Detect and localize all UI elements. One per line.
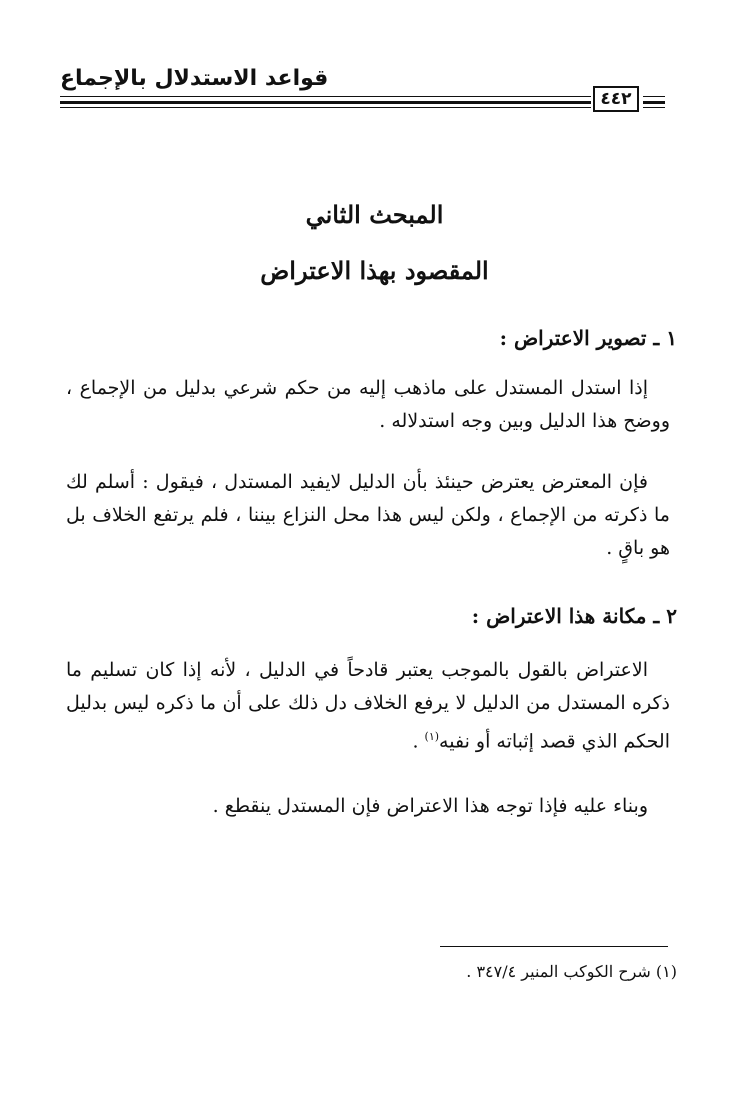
footnote-divider [440,946,668,947]
header-rule-middle [60,101,591,104]
section-heading-status: ٢ ـ مكانة هذا الاعتراض : [471,604,677,628]
paragraph-end: . [412,730,425,753]
paragraph: فإن المعترض يعترض حينئذ بأن الدليل لايفيد المستدل ، فيقول : أسلم لك ما ذكرته من الإجماع ، ولكن ليس هذا محل النزاع بيننا ، فلم يرتفع الخلاف بل هو باقٍ . [66,471,670,559]
section-heading-depiction: ١ ـ تصوير الاعتراض : [499,326,677,350]
chapter-title: المبحث الثاني [305,200,444,229]
chapter-subtitle: المقصود بهذا الاعتراض [260,256,489,285]
page-number-box: ٤٤٢ [593,86,639,112]
footnote: (١) شرح الكوكب المنير ٣٤٧/٤ . [466,962,677,981]
header-rule-right-middle [643,101,665,104]
header-rule-right-top [643,96,665,97]
paragraph-text: الاعتراض بالقول بالموجب يعتبر قادحاً في الدليل ، لأنه إذا كان تسليم ما ذكره المستدل من الدليل لا يرفع الخلاف دل ذلك على أن ما ذكره ليس بدليل الحكم الذي قصد إثباته أو نفيه [66,659,670,753]
header-rule-bottom [60,107,591,108]
header-rule-right-bottom [643,107,665,108]
footnote-reference[interactable]: (١) [424,730,440,743]
header-rule-top [60,96,591,97]
paragraph: وبناء عليه فإذا توجه هذا الاعتراض فإن المستدل ينقطع . [212,795,648,817]
paragraph-with-footnote [66,654,670,758]
paragraph: إذا استدل المستدل على ماذهب إليه من حكم شرعي بدليل من الإجماع ، ووضح هذا الدليل وبين وجه استدلاله . [66,377,670,432]
running-header-title: قواعد الاستدلال بالإجماع [60,66,329,91]
